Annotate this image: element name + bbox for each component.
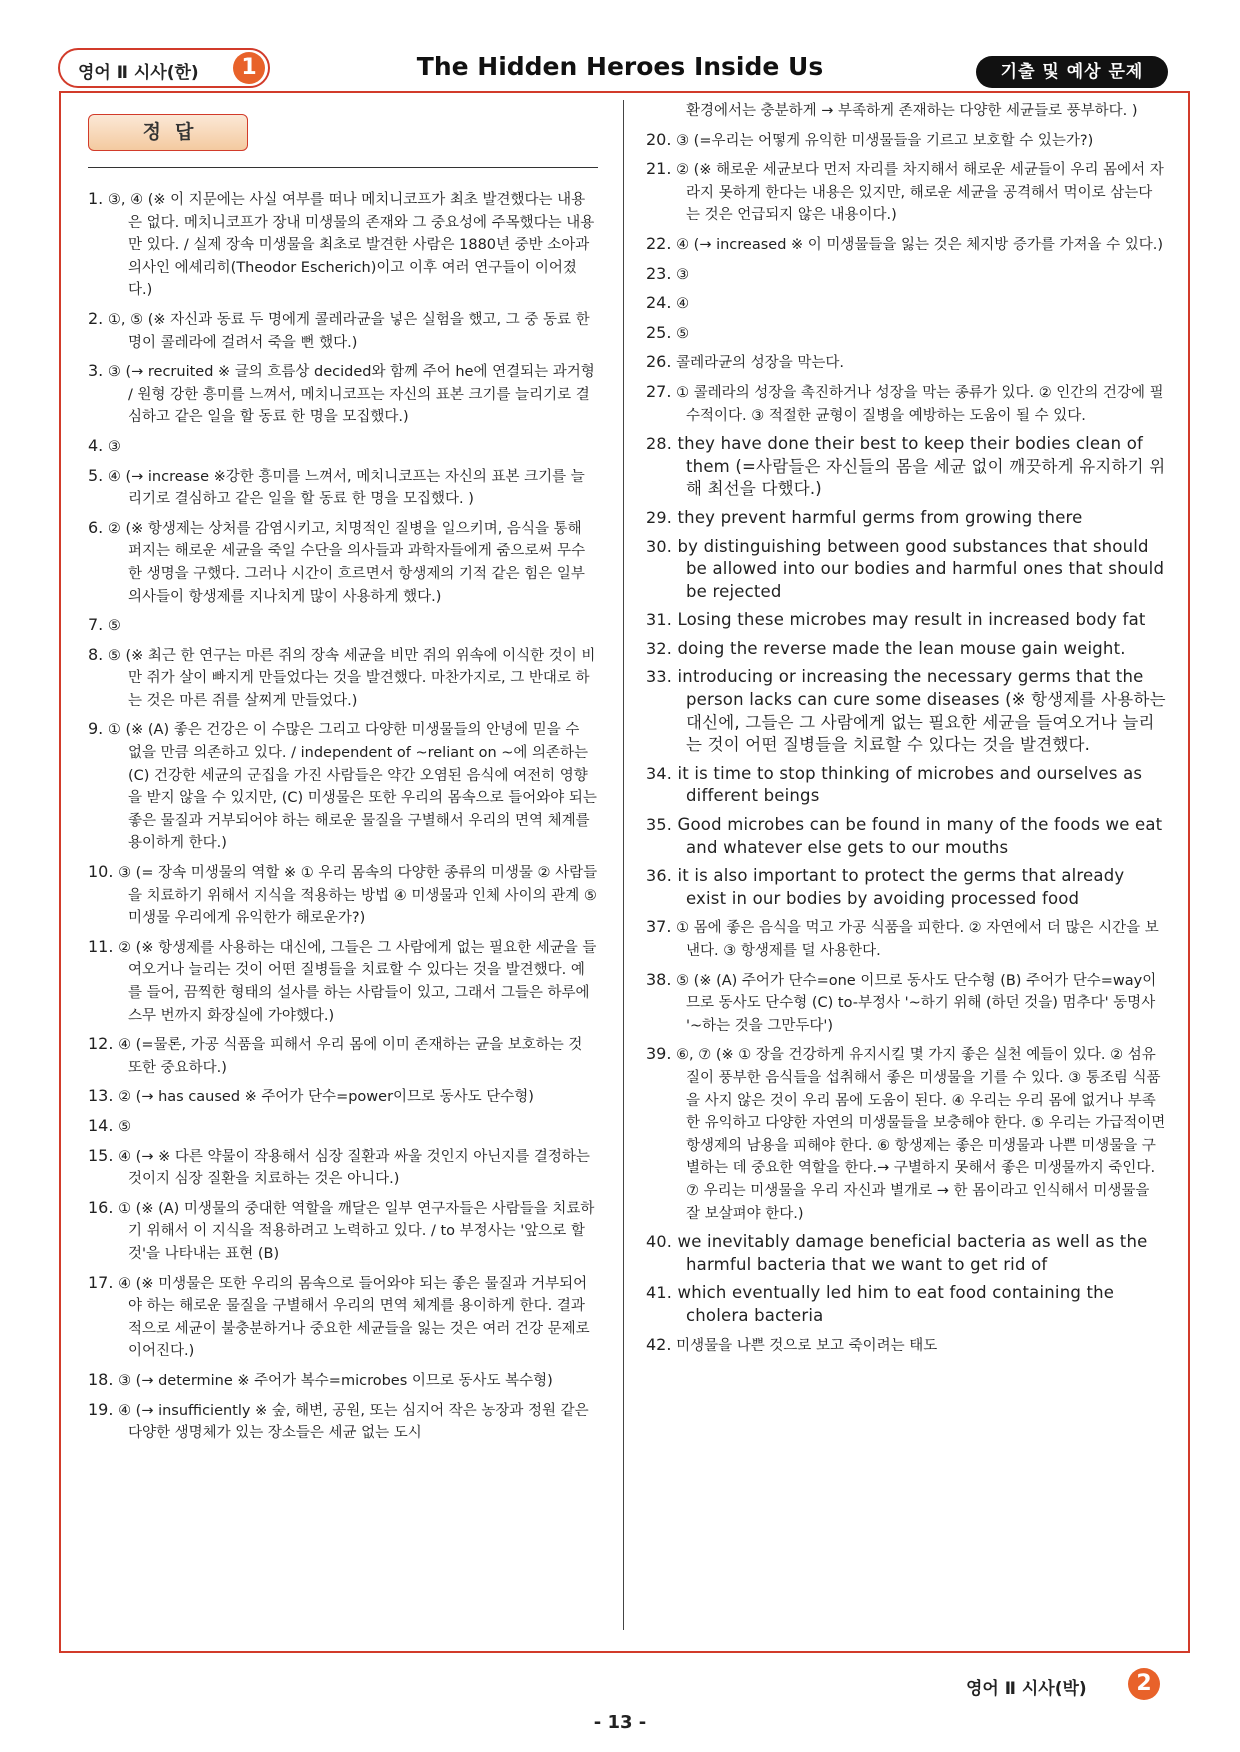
- answer-item: 18. ③ (→ determine ※ 주어가 복수=microbes 이므로 동사도 복수형): [88, 1369, 553, 1389]
- answer-item: 10. ③ (= 장속 미생물의 역할 ※ ① 우리 몸속의 다양한 종류의 미생물 ② 사람들을 치료하기 위해서 지식을 적용하는 방법 ④ 미생물과 인체 사이의 관계 ⑤ 미생물 우리에게 유익한가 해로운가?): [88, 862, 598, 927]
- answer-item: 11. ② (※ 항생제를 사용하는 대신에, 그들은 그 사람에게 없는 필요한 세균을 들여오거나 늘리는 것이 어떤 질병들을 치료할 수 있다는 것을 발견했다. 예를 들어, 끔찍한 형태의 설사를 하는 사람들이 있고, 그래서 그들은 하루에 스무 번까지 화장실에 가야했다.): [88, 936, 597, 1024]
- answer-item: 29. they prevent harmful germs from growing there: [646, 507, 1083, 527]
- page-number: - 13 -: [593, 1712, 647, 1733]
- footer-badge: [962, 1668, 1162, 1704]
- answer-item: 19. ④ (→ insufficiently ※ 숲, 해변, 공원, 또는 심지어 작은 농장과 정원 같은 다양한 생명체가 있는 장소들은 세균 없는 도시: [88, 1399, 589, 1442]
- answer-item: 37. ① 몸에 좋은 음식을 먹고 가공 식품을 피한다. ② 자연에서 더 많은 시간을 보낸다. ③ 항생제를 덜 사용한다.: [646, 917, 1159, 959]
- answer-item: 7. ⑤: [88, 615, 121, 635]
- answer-item: 28. they have done their best to keep their bodies clean of them (=사람들은 자신들의 몸을 세균 없이 깨끗하게 유지하기 위해 최선을 다했다.): [646, 434, 1166, 499]
- column-divider: [623, 100, 624, 1630]
- answer-item: 2. ①, ⑤ (※ 자신과 동료 두 명에게 콜레라균을 넣은 실험을 했고, 그 중 동료 한명이 콜레라에 걸려서 죽을 뻔 했다.): [88, 308, 590, 351]
- header-badge-number: 1: [233, 52, 265, 84]
- header-badge: [58, 48, 270, 88]
- answer-item: 20. ③ (=우리는 어떻게 유익한 미생물들을 기르고 보호할 수 있는가?): [646, 129, 1094, 149]
- answer-item: 13. ② (→ has caused ※ 주어가 단수=power이므로 동사도 단수형): [88, 1086, 534, 1106]
- answer-item: 15. ④ (→ ※ 다른 약물이 작용해서 심장 질환과 싸울 것인지 아닌지를 결정하는 것이지 심장 질환을 치료하는 것은 아니다.): [88, 1145, 590, 1188]
- answer-item: 17. ④ (※ 미생물은 또한 우리의 몸속으로 들어와야 되는 좋은 물질과 거부되어야 하는 해로운 물질을 구별해서 우리의 면역 체계를 용이하게 한다. 결과적으로 세균이 불충분하거나 중요한 세균들을 잃는 것은 여러 건강 문제로 이어진다.): [88, 1272, 590, 1360]
- answer-item: 9. ① (※ (A) 좋은 건강은 이 수많은 그리고 다양한 미생물들의 안녕에 믿을 수 없을 만큼 의존하고 있다. / independent of ~reliant on ~에 의존하는 (C) 건강한 세균의 군집을 가진 사람들은 약간 오염된 음식에 여전히 영향을 받지 않을 수 있지만, (C) 미생물은 또한 우리의 몸속으로 들어와야 되는 좋은 물질과 거부되어야 하는 해로운 물질을 구별해서 우리의 면역 체계를 용이하게 한다.): [88, 719, 597, 852]
- answer-item: 41. which eventually led him to eat food containing the cholera bacteria: [646, 1283, 1115, 1325]
- answer-item: 25. ⑤: [646, 322, 690, 342]
- answer-continuation: 환경에서는 충분하게 → 부족하게 존재하는 다양한 세균들로 풍부하다. ): [686, 103, 1138, 119]
- answer-item: 33. introducing or increasing the necessary germs that the person lacks can cure some diseases (※ 항생제를 사용하는 대신에, 그들은 그 사람에게 없는 필요한 세균을 들여오거나 늘리는 것이 어떤 질병들을 치료할 수 있다는 것을 발견했다.: [646, 667, 1166, 755]
- answer-item: 1. ③, ④ (※ 이 지문에는 사실 여부를 떠나 메치니코프가 최초 발견했다는 내용은 없다. 메치니코프가 장내 미생물의 존재와 그 중요성에 주목했다는 내용만 있다. / 실제 장속 미생물을 최초로 발견한 사람은 1880년 중반 소아과 의사인 에셰리히(Theodor Escherich)이고 이후 여러 연구들이 이어졌다.): [88, 189, 595, 299]
- answer-item: 36. it is also important to protect the germs that already exist in our bodies by avoiding processed food: [646, 866, 1125, 908]
- answer-item: 3. ③ (→ recruited ※ 글의 흐름상 decided와 함께 주어 he에 연결되는 과거형 / 원형 강한 흥미를 느껴서, 메치니코프는 자신의 표본 크기를 늘리기로 결심하고 같은 일을 할 동료 한 명을 모집했다.): [88, 361, 595, 426]
- answer-item: 30. by distinguishing between good substances that should be allowed into our bodies and harmful ones that should be rejected: [646, 536, 1165, 601]
- answer-item: 40. we inevitably damage beneficial bacteria as well as the harmful bacteria that we want to get rid of: [646, 1232, 1148, 1274]
- footer-badge-number: 2: [1128, 1668, 1160, 1700]
- answer-item: 5. ④ (→ increase ※강한 흥미를 느껴서, 메치니코프는 자신의 표본 크기를 늘리기로 결심하고 같은 일을 할 동료 한 명을 모집했다. ): [88, 465, 585, 508]
- answer-item: 35. Good microbes can be found in many of the foods we eat and whatever else gets to our mouths: [646, 815, 1163, 857]
- answer-item: 24. ④: [646, 293, 690, 313]
- left-column: [88, 188, 598, 1451]
- footer-badge-text: 영어 Ⅱ 시사(박): [966, 1679, 1087, 1699]
- answer-item: 16. ① (※ (A) 미생물의 중대한 역할을 깨달은 일부 연구자들은 사람들을 치료하기 위해서 이 지식을 적용하려고 노력하고 있다. / to 부정사는 '앞으로 할 것'을 나타내는 표현 (B): [88, 1197, 595, 1262]
- answer-item: 42. 미생물을 나쁜 것으로 보고 죽이려는 태도: [646, 1334, 938, 1354]
- answer-item: 32. doing the reverse made the lean mouse gain weight.: [646, 638, 1126, 658]
- answer-item: 14. ⑤: [88, 1115, 132, 1135]
- answer-item: 31. Losing these microbes may result in increased body fat: [646, 610, 1146, 630]
- answer-item: 34. it is time to stop thinking of microbes and ourselves as different beings: [646, 763, 1143, 806]
- answer-item: 27. ① 콜레라의 성장을 촉진하거나 성장을 막는 종류가 있다. ② 인간의 건강에 필수적이다. ③ 적절한 균형이 질병을 예방하는 도움이 될 수 있다.: [646, 381, 1164, 424]
- page-title: The Hidden Heroes Inside Us: [416, 52, 824, 81]
- section-tag: 기출 및 예상 문제: [976, 56, 1168, 88]
- answer-item: 23. ③: [646, 263, 690, 283]
- answer-item: 39. ⑥, ⑦ (※ ① 장을 건강하게 유지시킬 몇 가지 좋은 실천 예들이 있다. ② 섬유질이 풍부한 음식들을 섭취해서 좋은 미생물을 기를 수 있다. ③ 통조림 식품을 사지 않은 것이 우리 몸에 도움이 된다. ④ 우리는 우리 몸에 없거나 부족한 유익하고 다양한 자연의 미생물들을 보충해야 한다. ⑤ 우리는 가급적이면 항생제의 남용을 피해야 한다. ⑥ 항생제는 좋은 미생물과 나쁜 미생물을 구별하는 데 중요한 역할을 한다.→ 구별하지 못해서 좋은 미생물까지 죽인다. ⑦ 우리는 미생물을 우리 자신과 별개로 → 한 몸이라고 인식해서 미생물을 잘 보살펴야 한다.): [646, 1044, 1166, 1222]
- answer-heading: 정답: [88, 114, 248, 151]
- answer-item: 38. ⑤ (※ (A) 주어가 단수=one 이므로 동사도 단수형 (B) 주어가 단수=way이므로 동사도 단수형 (C) to-부정사 '~하기 위해 (하던 것을) 멈추다' 동명사 '~하는 것을 그만두다'): [646, 969, 1157, 1034]
- header-badge-text: 영어 Ⅱ 시사(한): [78, 63, 199, 83]
- answer-item: 22. ④ (→ increased ※ 이 미생물들을 잃는 것은 체지방 증가를 가져올 수 있다.): [646, 233, 1164, 253]
- answer-item: 12. ④ (=물론, 가공 식품을 피해서 우리 몸에 이미 존재하는 균을 보호하는 것 또한 중요하다.): [88, 1034, 583, 1076]
- answer-item: 6. ② (※ 항생제는 상처를 감염시키고, 치명적인 질병을 일으키며, 음식을 통해 퍼지는 해로운 세균을 죽일 수단을 의사들과 과학자들에게 줌으로써 무수한 생명을 구했다. 그러나 시간이 흐르면서 항생제의 기적 같은 힘은 일부 의사들이 항생제를 지나치게 많이 사용하게 했다.): [88, 517, 586, 605]
- heading-rule: [88, 167, 598, 168]
- answer-item: 8. ⑤ (※ 최근 한 연구는 마른 쥐의 장속 세균을 비만 쥐의 위속에 이식한 것이 비만 쥐가 살이 빠지게 만들었다는 것을 발견했다. 마찬가지로, 그 반대로 하는 것은 마른 쥐를 살찌게 만들었다.): [88, 644, 596, 709]
- right-column: [646, 100, 1166, 1363]
- answer-item: 4. ③: [88, 435, 121, 455]
- answer-item: 21. ② (※ 해로운 세균보다 먼저 자리를 차지해서 해로운 세균들이 우리 몸에서 자라지 못하게 한다는 내용은 있지만, 해로운 세균을 공격해서 먹이로 삼는다는 것은 언급되지 않은 내용이다.): [646, 159, 1164, 224]
- answer-item: 26. 콜레라균의 성장을 막는다.: [646, 352, 844, 372]
